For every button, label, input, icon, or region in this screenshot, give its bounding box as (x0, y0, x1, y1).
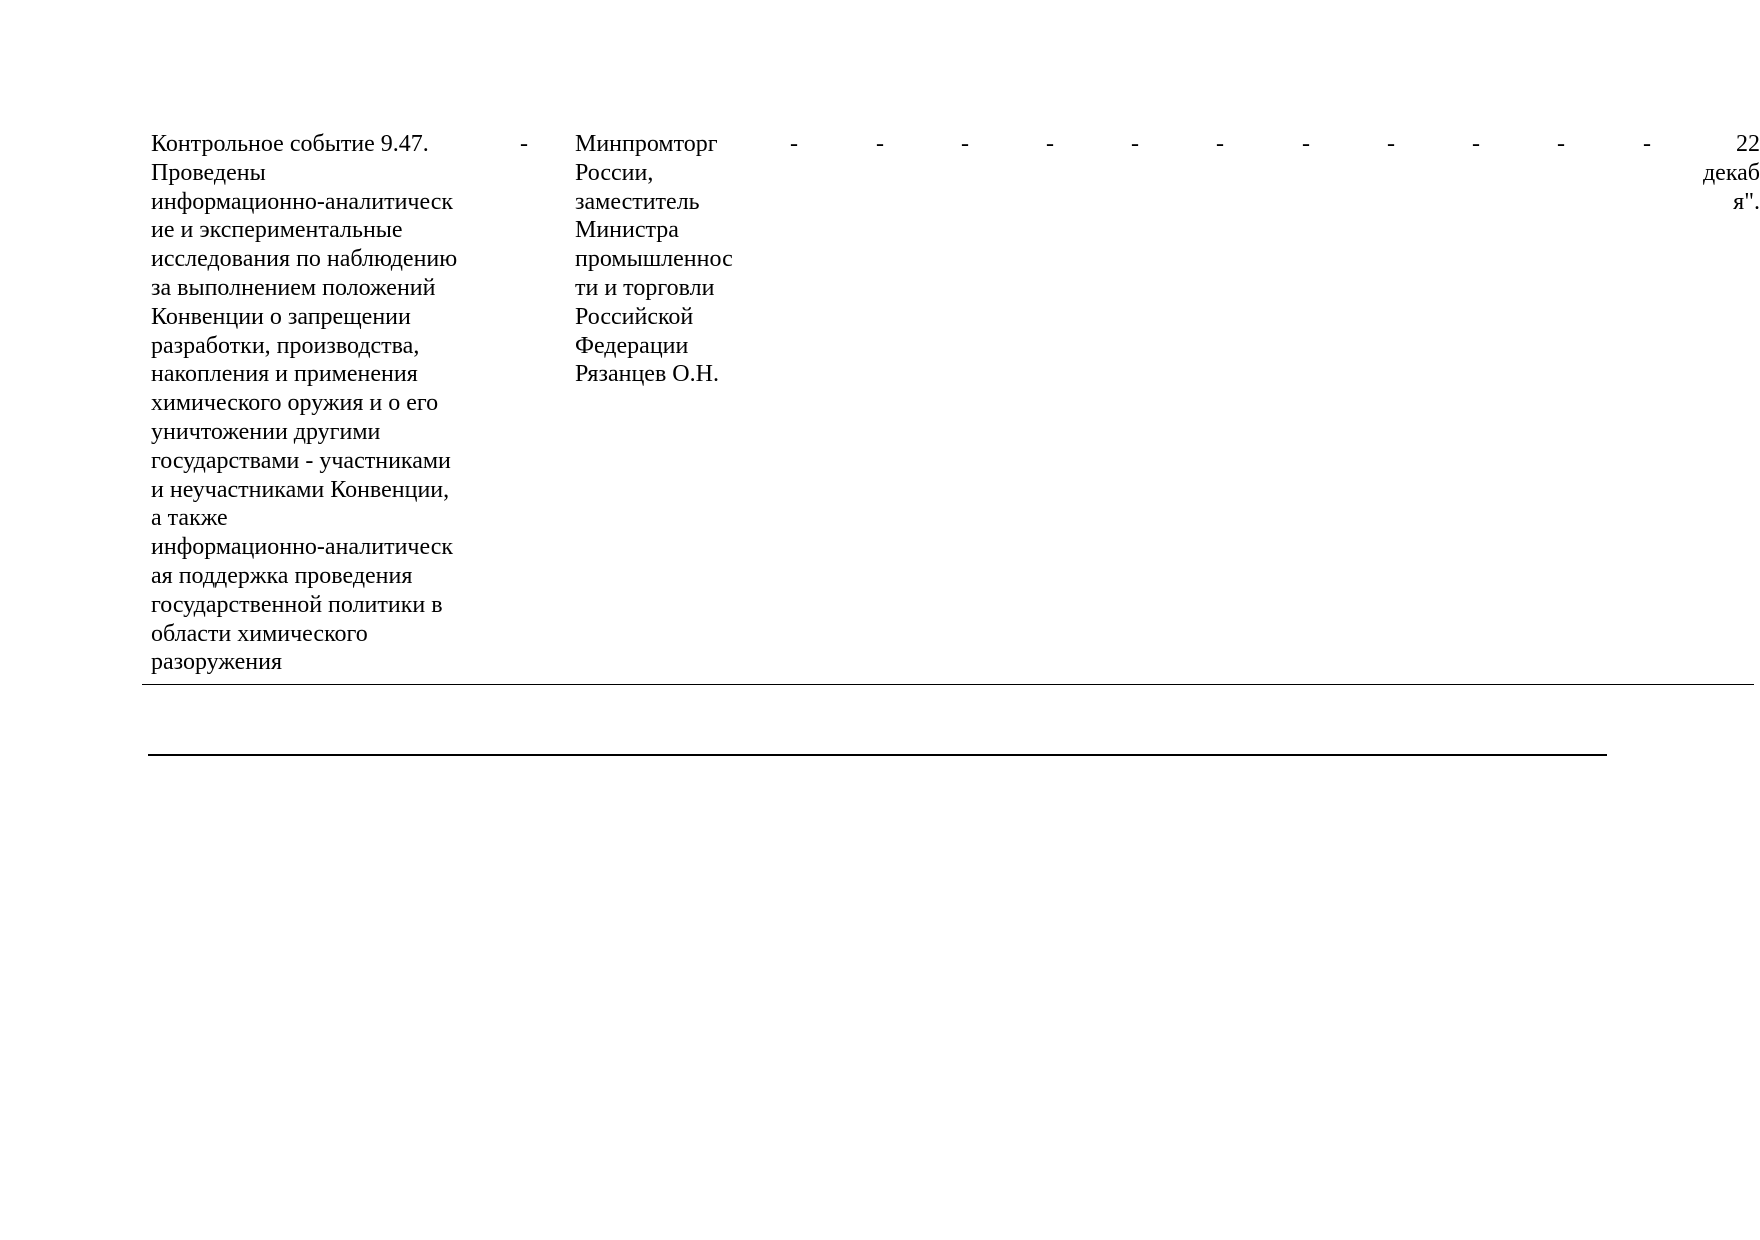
cell-dash-1: - (790, 131, 798, 157)
cell-dash-5: - (1131, 131, 1139, 157)
cell-dash-col2: - (520, 131, 528, 157)
cell-dash-10: - (1557, 131, 1565, 157)
cell-dash-7: - (1302, 131, 1310, 157)
cell-dash-3: - (961, 131, 969, 157)
cell-dash-2: - (876, 131, 884, 157)
table-row-bottom-border (142, 684, 1754, 685)
responsible-executor: Минпромторг России, заместитель Министра промышленнос ти и торговли Российской Федерации Рязанцев О.Н. (575, 131, 733, 388)
deadline-date: 22 декаб я". (1702, 131, 1760, 215)
cell-dash-8: - (1387, 131, 1395, 157)
footnote-separator-line (148, 754, 1607, 756)
cell-dash-6: - (1216, 131, 1224, 157)
control-event-description: Контрольное событие 9.47. Проведены информационно-аналитическ ие и экспериментальные исследования по наблюдению за выполнением положений Конвенции о запрещении разработки, производства, накопления и применения химического оружия и о его уничтожении другими государствами - участниками и неучастниками Конвенции, а также информационно-аналитическ ая поддержка проведения государственной политики в области химического разоружения (151, 131, 458, 676)
cell-dash-9: - (1472, 131, 1480, 157)
cell-dash-11: - (1643, 131, 1651, 157)
cell-dash-4: - (1046, 131, 1054, 157)
